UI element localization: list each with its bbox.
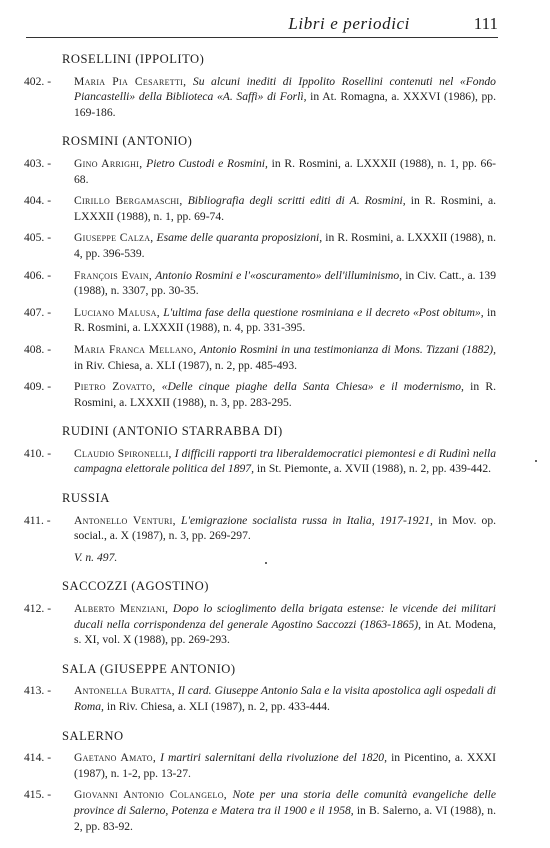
entry-author: Maria Pia Cesaretti, — [74, 74, 187, 88]
entry-body — [74, 601, 498, 648]
entry-author: Antonello Venturi, — [74, 513, 176, 527]
entry-number: 405. - — [24, 231, 52, 245]
entry-body — [74, 305, 498, 336]
entry-author: Pietro Zovatto, — [74, 380, 156, 394]
entry-body — [74, 156, 498, 187]
section-title: SALERNO — [62, 728, 124, 743]
entry-body — [74, 193, 498, 224]
entry-author: Giuseppe Calza, — [74, 231, 154, 245]
section — [24, 579, 498, 647]
cross-reference: V. n. 497. — [74, 550, 118, 564]
bibliography-entry — [24, 156, 498, 187]
entry-number: 411. - — [24, 513, 51, 527]
entry-number: 408. - — [24, 342, 52, 356]
entry-title: Dopo lo scioglimento della brigata estense: le vicende dei militari ducali nella corrispondenza del generale Agostino Saccozzi (1863-1865), — [74, 602, 496, 631]
section — [24, 729, 498, 835]
entry-source: in R. Rosmini, a. LXXXII (1988), n. 4, pp. 331-395. — [74, 305, 496, 335]
entry-source: in Picentino, a. XXXI (1987), n. 1-2, pp. 13-27. — [74, 751, 496, 780]
bibliography-entry — [24, 513, 498, 544]
entry-author: François Evain, — [74, 268, 153, 282]
bibliography-entry — [24, 750, 498, 781]
entry-title: Pietro Custodi e Rosmini, — [146, 156, 268, 170]
entry-body — [74, 342, 498, 373]
entry-source: in Riv. Chiesa, a. XLI (1987), n. 2, pp. 433-444. — [106, 700, 330, 713]
entry-body — [74, 446, 498, 477]
section-title: RUSSIA — [62, 491, 110, 506]
entry-source: in At. Romagna, a. XXXVI (1986), pp. 169-186. — [74, 90, 496, 119]
entry-title: Il card. Giuseppe Antonio Sala e la visita apostolica agli ospedali di Roma, — [74, 684, 496, 713]
bibliography-entry — [24, 230, 498, 261]
entry-author: Giovanni Antonio Colangelo, — [74, 788, 227, 802]
section — [24, 134, 498, 410]
header-rule — [26, 37, 498, 38]
bibliography-entry — [24, 379, 498, 410]
entry-body — [74, 268, 498, 299]
entry-body — [74, 683, 498, 714]
section — [24, 52, 498, 120]
section-title: SACCOZZI (AGOSTINO) — [62, 579, 209, 594]
entry-author: Gaetano Amato, — [74, 751, 157, 765]
entry-source: in B. Salerno, a. VI (1988), n. 2, pp. 83-92. — [74, 803, 496, 833]
entry-source: in R. Rosmini, a. LXXXII (1988), n. 1, pp. 69-74. — [74, 194, 497, 223]
page-number: 111 — [473, 14, 498, 33]
entry-source: in R. Rosmini, a. LXXXII (1988), n. 4, pp. 396-539. — [74, 231, 496, 260]
entry-title: «Delle cinque piaghe della Santa Chiesa» e il modernismo, — [161, 380, 464, 394]
entry-author: Alberto Menziani, — [74, 602, 169, 616]
entry-source: in R. Rosmini, a. LXXXII (1988), n. 1, pp. 66-68. — [74, 156, 496, 186]
entry-body — [74, 787, 498, 834]
entry-title: Esame delle quaranta proposizioni, — [156, 231, 323, 245]
running-title: Libri e periodici — [288, 14, 410, 33]
page-header — [22, 6, 498, 33]
bibliography-entry — [24, 342, 498, 373]
entry-title: Note per una storia delle comunità evangeliche delle province di Salerno, Potenza e Matera tra il 1900 e il 1958, — [74, 788, 496, 817]
section-title: ROSMINI (ANTONIO) — [62, 134, 193, 149]
entry-author: Antonella Buratta, — [74, 684, 175, 698]
entry-source: in R. Rosmini, a. LXXXII (1988), n. 3, pp. 283-295. — [74, 380, 496, 409]
entry-author: Gino Arrighi, — [74, 156, 143, 170]
entry-title: Antonio Rosmini in una testimonianza di Mons. Tizzani (1882), — [199, 342, 497, 356]
entry-source: in Civ. Catt., a. 139 (1988), n. 3307, pp. 30-35. — [74, 268, 496, 298]
entry-title: Su alcuni inediti di Ippolito Rosellini contenuti nel «Fondo Piancastelli» della Biblioteca «A. Saffi» di Forlì, — [74, 74, 496, 104]
entry-source: in St. Piemonte, a. XVII (1988), n. 2, pp. 439-442. — [256, 462, 492, 476]
section-title: ROSELLINI (IPPOLITO) — [62, 52, 205, 66]
entry-number: 414. - — [24, 751, 52, 765]
bibliography-list — [24, 52, 498, 848]
print-speck — [265, 562, 267, 564]
bibliography-entry — [24, 74, 498, 121]
section — [24, 424, 498, 477]
entry-number: 403. - — [24, 156, 52, 170]
entry-source: in At. Modena, s. XI, vol. X (1988), pp. 269-293. — [74, 617, 496, 647]
entry-source: in Mov. op. social., a. X (1987), n. 3, pp. 269-297. — [74, 513, 497, 543]
entry-title: L'ultima fase della questione rosminiana e il decreto «Post obitum», — [163, 305, 484, 319]
entry-title: I difficili rapporti tra liberaldemocratici piemontesi e di Rudinì nella campagna elettorale politica del 1897, — [74, 446, 496, 476]
bibliography-entry — [24, 601, 498, 648]
entry-number: 410. - — [24, 446, 52, 460]
entry-title: I martiri salernitani della rivoluzione del 1820, — [160, 751, 388, 765]
bibliography-entry — [24, 683, 498, 714]
section-title: SALA (GIUSEPPE ANTONIO) — [62, 661, 236, 676]
entry-body — [74, 750, 498, 781]
entry-author: Cirillo Bergamaschi, — [74, 194, 183, 208]
entry-author: Claudio Spironelli, — [74, 446, 172, 460]
bibliography-entry — [24, 305, 498, 336]
section — [24, 662, 498, 715]
entry-body — [74, 513, 498, 544]
bibliography-entry — [24, 446, 498, 477]
entry-number: 406. - — [24, 268, 52, 282]
bibliography-entry — [24, 268, 498, 299]
entry-number: 415. - — [24, 788, 52, 802]
entry-author: Maria Franca Mellano, — [74, 342, 197, 356]
entry-source: in Riv. Chiesa, a. XLI (1987), n. 2, pp. 485-493. — [74, 358, 298, 372]
entry-body — [74, 74, 498, 121]
entry-number: 413. - — [24, 684, 52, 698]
entry-title: Antonio Rosmini e l'«oscuramento» dell'illuminismo, — [155, 268, 403, 282]
print-speck — [535, 460, 537, 462]
section — [24, 491, 498, 565]
entry-author: Luciano Malusa, — [74, 305, 160, 319]
section-title: RUDINI (ANTONIO STARRABBA DI) — [62, 424, 283, 439]
entry-number: 402. - — [24, 74, 52, 88]
entry-body — [74, 230, 498, 261]
entry-number: 409. - — [24, 380, 52, 394]
entry-number: 407. - — [24, 305, 52, 319]
bibliography-entry — [24, 193, 498, 224]
bibliography-entry — [24, 787, 498, 834]
entry-number: 404. - — [24, 194, 52, 208]
entry-title: L'emigrazione socialista russa in Italia, 1917-1921, — [181, 513, 433, 527]
entry-number: 412. - — [24, 602, 52, 616]
entry-title: Bibliografia degli scritti editi di A. Rosmini, — [187, 194, 406, 208]
entry-body — [74, 379, 498, 410]
